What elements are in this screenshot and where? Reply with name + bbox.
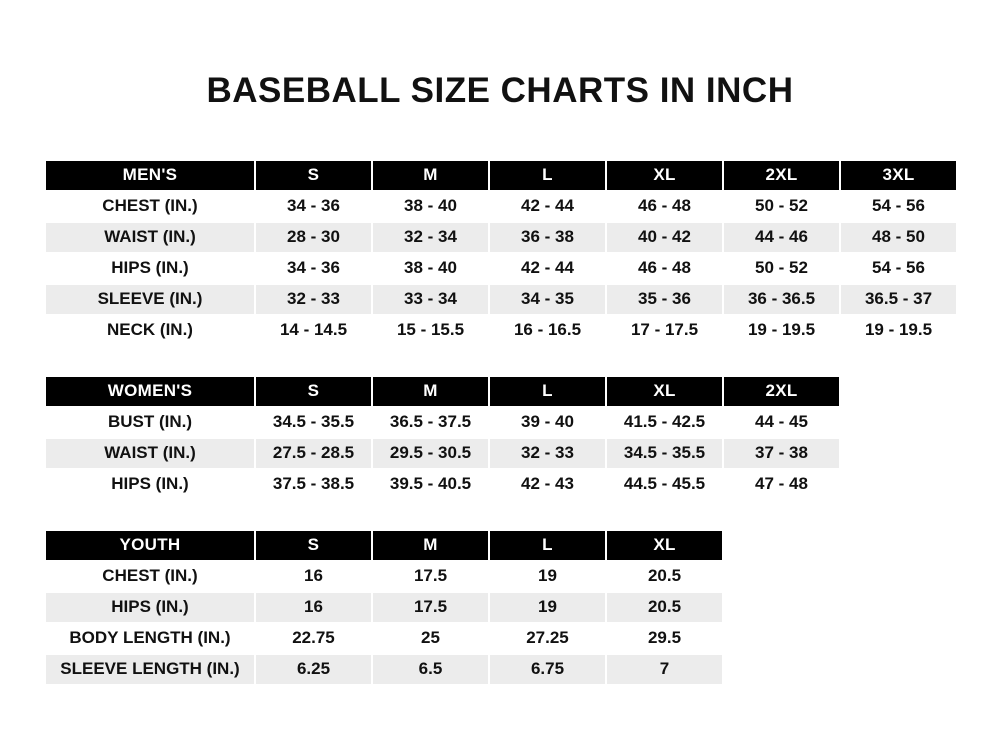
table-cell: 22.75 xyxy=(255,623,372,654)
table-row xyxy=(45,469,840,500)
table-header-row xyxy=(45,530,723,561)
table-cell: 44.5 - 45.5 xyxy=(606,469,723,500)
table-cell: 36 - 38 xyxy=(489,222,606,253)
youth-size-table xyxy=(44,529,724,686)
table-cell: 15 - 15.5 xyxy=(372,315,489,346)
table-cell: 39 - 40 xyxy=(489,407,606,438)
column-header: M xyxy=(372,376,489,407)
column-header: M xyxy=(372,530,489,561)
table-cell: 14 - 14.5 xyxy=(255,315,372,346)
table-cell: 36.5 - 37.5 xyxy=(372,407,489,438)
size-tables-container xyxy=(44,111,956,686)
table-cell: 44 - 46 xyxy=(723,222,840,253)
row-label: HIPS (IN.) xyxy=(45,253,255,284)
table-cell: 16 xyxy=(255,592,372,623)
table-cell: 19 xyxy=(489,592,606,623)
row-label: BUST (IN.) xyxy=(45,407,255,438)
table-cell: 25 xyxy=(372,623,489,654)
table-cell: 6.75 xyxy=(489,654,606,685)
table-cell: 7 xyxy=(606,654,723,685)
table-row xyxy=(45,623,723,654)
table-cell: 28 - 30 xyxy=(255,222,372,253)
table-cell: 34 - 36 xyxy=(255,253,372,284)
table-row xyxy=(45,592,723,623)
column-header: S xyxy=(255,160,372,191)
table-cell: 34.5 - 35.5 xyxy=(606,438,723,469)
column-header: XL xyxy=(606,376,723,407)
row-label: CHEST (IN.) xyxy=(45,191,255,222)
table-cell: 17.5 xyxy=(372,592,489,623)
table-cell: 46 - 48 xyxy=(606,191,723,222)
table-cell: 40 - 42 xyxy=(606,222,723,253)
table-row xyxy=(45,191,957,222)
table-cell: 38 - 40 xyxy=(372,191,489,222)
table-cell: 29.5 - 30.5 xyxy=(372,438,489,469)
mens-table-body xyxy=(45,191,957,346)
table-row xyxy=(45,654,723,685)
row-label: SLEEVE LENGTH (IN.) xyxy=(45,654,255,685)
column-header: XL xyxy=(606,530,723,561)
table-header-row xyxy=(45,160,957,191)
table-cell: 42 - 43 xyxy=(489,469,606,500)
table-cell: 42 - 44 xyxy=(489,191,606,222)
table-cell: 41.5 - 42.5 xyxy=(606,407,723,438)
table-cell: 32 - 34 xyxy=(372,222,489,253)
table-cell: 37.5 - 38.5 xyxy=(255,469,372,500)
table-cell: 20.5 xyxy=(606,592,723,623)
row-label: BODY LENGTH (IN.) xyxy=(45,623,255,654)
table-cell: 6.25 xyxy=(255,654,372,685)
table-cell: 27.5 - 28.5 xyxy=(255,438,372,469)
table-header-row xyxy=(45,376,840,407)
table-cell: 54 - 56 xyxy=(840,253,957,284)
womens-table-header xyxy=(45,376,840,407)
table-cell: 32 - 33 xyxy=(489,438,606,469)
table-row xyxy=(45,561,723,592)
table-cell: 34 - 35 xyxy=(489,284,606,315)
table-cell: 48 - 50 xyxy=(840,222,957,253)
column-header: WOMEN'S xyxy=(45,376,255,407)
column-header: L xyxy=(489,530,606,561)
table-cell: 6.5 xyxy=(372,654,489,685)
table-cell: 46 - 48 xyxy=(606,253,723,284)
table-row xyxy=(45,222,957,253)
table-cell: 38 - 40 xyxy=(372,253,489,284)
table-row xyxy=(45,438,840,469)
table-row xyxy=(45,407,840,438)
table-cell: 37 - 38 xyxy=(723,438,840,469)
column-header: 2XL xyxy=(723,376,840,407)
column-header: 2XL xyxy=(723,160,840,191)
table-cell: 47 - 48 xyxy=(723,469,840,500)
table-row xyxy=(45,253,957,284)
column-header: XL xyxy=(606,160,723,191)
table-cell: 50 - 52 xyxy=(723,191,840,222)
table-cell: 34.5 - 35.5 xyxy=(255,407,372,438)
column-header: MEN'S xyxy=(45,160,255,191)
table-cell: 42 - 44 xyxy=(489,253,606,284)
table-cell: 17 - 17.5 xyxy=(606,315,723,346)
table-cell: 39.5 - 40.5 xyxy=(372,469,489,500)
column-header: L xyxy=(489,376,606,407)
table-cell: 36.5 - 37 xyxy=(840,284,957,315)
table-cell: 35 - 36 xyxy=(606,284,723,315)
row-label: NECK (IN.) xyxy=(45,315,255,346)
table-cell: 34 - 36 xyxy=(255,191,372,222)
table-cell: 19 - 19.5 xyxy=(840,315,957,346)
mens-table-header xyxy=(45,160,957,191)
mens-size-table xyxy=(44,159,958,347)
table-cell: 16 - 16.5 xyxy=(489,315,606,346)
table-row xyxy=(45,315,957,346)
youth-table-body xyxy=(45,561,723,685)
table-cell: 29.5 xyxy=(606,623,723,654)
column-header: YOUTH xyxy=(45,530,255,561)
table-cell: 17.5 xyxy=(372,561,489,592)
row-label: WAIST (IN.) xyxy=(45,438,255,469)
row-label: HIPS (IN.) xyxy=(45,469,255,500)
table-cell: 27.25 xyxy=(489,623,606,654)
table-cell: 19 - 19.5 xyxy=(723,315,840,346)
column-header: 3XL xyxy=(840,160,957,191)
table-cell: 20.5 xyxy=(606,561,723,592)
column-header: L xyxy=(489,160,606,191)
table-cell: 33 - 34 xyxy=(372,284,489,315)
table-cell: 36 - 36.5 xyxy=(723,284,840,315)
youth-table-header xyxy=(45,530,723,561)
table-cell: 44 - 45 xyxy=(723,407,840,438)
row-label: HIPS (IN.) xyxy=(45,592,255,623)
column-header: M xyxy=(372,160,489,191)
womens-size-table xyxy=(44,375,841,501)
row-label: SLEEVE (IN.) xyxy=(45,284,255,315)
row-label: CHEST (IN.) xyxy=(45,561,255,592)
page-title: BASEBALL SIZE CHARTS IN INCH xyxy=(206,71,794,110)
column-header: S xyxy=(255,530,372,561)
table-row xyxy=(45,284,957,315)
row-label: WAIST (IN.) xyxy=(45,222,255,253)
table-cell: 50 - 52 xyxy=(723,253,840,284)
table-cell: 32 - 33 xyxy=(255,284,372,315)
column-header: S xyxy=(255,376,372,407)
table-cell: 54 - 56 xyxy=(840,191,957,222)
womens-table-body xyxy=(45,407,840,500)
table-cell: 19 xyxy=(489,561,606,592)
table-cell: 16 xyxy=(255,561,372,592)
